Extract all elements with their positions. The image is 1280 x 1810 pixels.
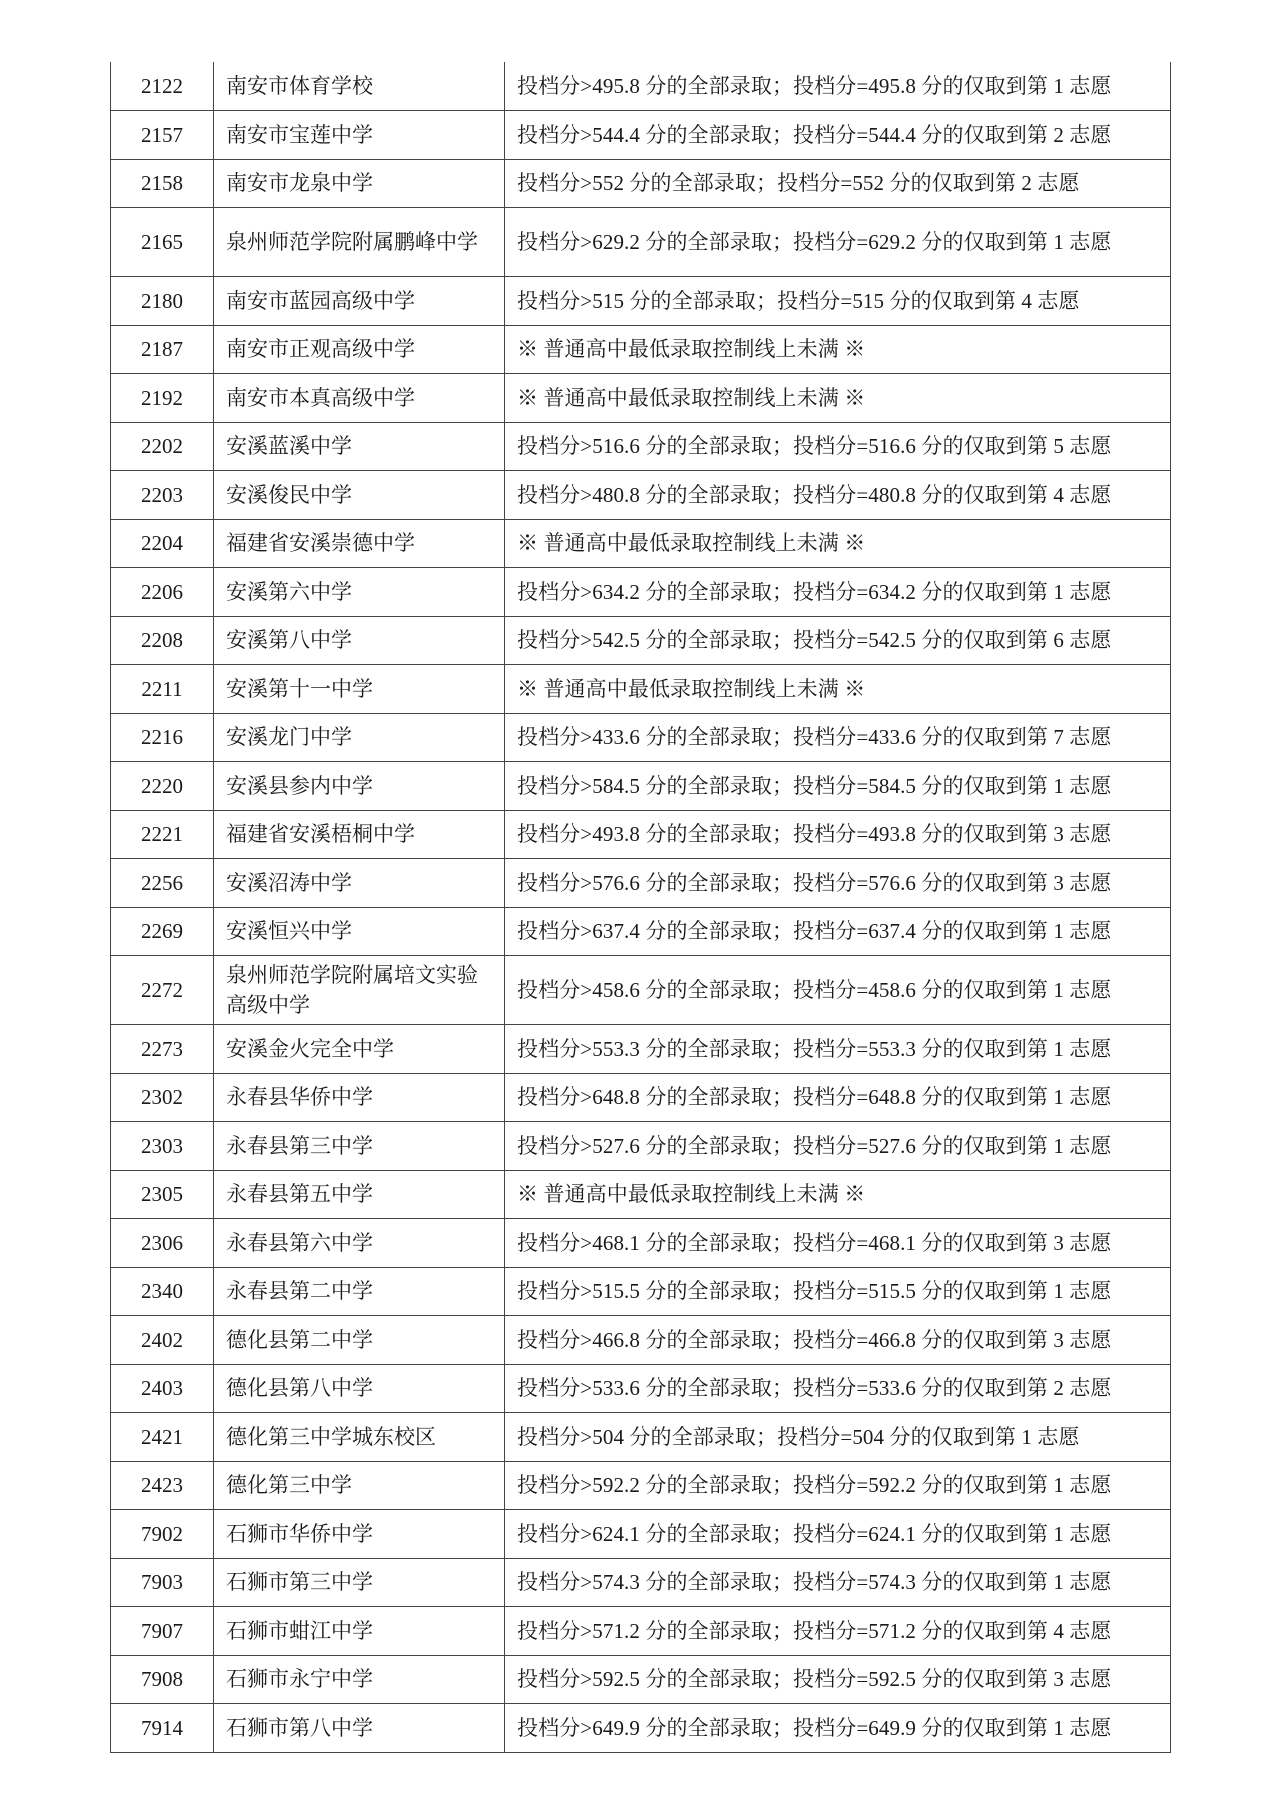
table-row — [111, 859, 1171, 908]
school-code-cell: 2302 — [111, 1073, 214, 1122]
table-row — [111, 325, 1171, 374]
school-name-cell: 南安市正观高级中学 — [214, 325, 505, 374]
school-name-cell: 南安市宝莲中学 — [214, 111, 505, 160]
table-row — [111, 1413, 1171, 1462]
table-row — [111, 1073, 1171, 1122]
admission-rule-cell: 投档分>649.9 分的全部录取；投档分=649.9 分的仅取到第 1 志愿 — [505, 1704, 1171, 1753]
school-code-cell: 2208 — [111, 616, 214, 665]
school-name-cell: 德化第三中学 — [214, 1461, 505, 1510]
table-row — [111, 1122, 1171, 1171]
school-code-cell: 2192 — [111, 374, 214, 423]
school-name-cell: 石狮市蚶江中学 — [214, 1607, 505, 1656]
school-name-cell: 南安市龙泉中学 — [214, 159, 505, 208]
admission-rule-cell: 投档分>629.2 分的全部录取；投档分=629.2 分的仅取到第 1 志愿 — [505, 208, 1171, 277]
school-code-cell: 2122 — [111, 62, 214, 111]
school-name-cell: 福建省安溪崇德中学 — [214, 519, 505, 568]
school-code-cell: 2216 — [111, 713, 214, 762]
table-row — [111, 568, 1171, 617]
school-name-cell: 安溪第六中学 — [214, 568, 505, 617]
school-code-cell: 2202 — [111, 422, 214, 471]
school-name-cell: 南安市蓝园高级中学 — [214, 277, 505, 326]
admission-rule-cell: 投档分>466.8 分的全部录取；投档分=466.8 分的仅取到第 3 志愿 — [505, 1316, 1171, 1365]
school-name-cell: 德化第三中学城东校区 — [214, 1413, 505, 1462]
school-code-cell: 2269 — [111, 907, 214, 956]
admission-rule-cell: 投档分>515 分的全部录取；投档分=515 分的仅取到第 4 志愿 — [505, 277, 1171, 326]
table-row — [111, 111, 1171, 160]
school-name-cell: 安溪沼涛中学 — [214, 859, 505, 908]
admission-rule-cell: 投档分>552 分的全部录取；投档分=552 分的仅取到第 2 志愿 — [505, 159, 1171, 208]
admission-rule-cell: 投档分>468.1 分的全部录取；投档分=468.1 分的仅取到第 3 志愿 — [505, 1219, 1171, 1268]
table-row — [111, 1510, 1171, 1559]
school-code-cell: 2306 — [111, 1219, 214, 1268]
school-code-cell: 2421 — [111, 1413, 214, 1462]
school-name-cell: 安溪龙门中学 — [214, 713, 505, 762]
school-name-cell: 永春县第六中学 — [214, 1219, 505, 1268]
school-code-cell: 2272 — [111, 956, 214, 1025]
table-row — [111, 616, 1171, 665]
table-row — [111, 1655, 1171, 1704]
admission-rule-cell: ※ 普通高中最低录取控制线上未满 ※ — [505, 519, 1171, 568]
table-row — [111, 713, 1171, 762]
school-name-cell: 南安市本真高级中学 — [214, 374, 505, 423]
admission-rule-cell: 投档分>516.6 分的全部录取；投档分=516.6 分的仅取到第 5 志愿 — [505, 422, 1171, 471]
table-row — [111, 62, 1171, 111]
school-code-cell: 2158 — [111, 159, 214, 208]
table-row — [111, 277, 1171, 326]
school-name-cell: 安溪第十一中学 — [214, 665, 505, 714]
admission-rule-cell: 投档分>458.6 分的全部录取；投档分=458.6 分的仅取到第 1 志愿 — [505, 956, 1171, 1025]
admission-rule-cell: 投档分>504 分的全部录取；投档分=504 分的仅取到第 1 志愿 — [505, 1413, 1171, 1462]
school-code-cell: 2423 — [111, 1461, 214, 1510]
admission-rule-cell: 投档分>634.2 分的全部录取；投档分=634.2 分的仅取到第 1 志愿 — [505, 568, 1171, 617]
table-row — [111, 422, 1171, 471]
admission-rule-cell: ※ 普通高中最低录取控制线上未满 ※ — [505, 1170, 1171, 1219]
admission-rule-cell: 投档分>648.8 分的全部录取；投档分=648.8 分的仅取到第 1 志愿 — [505, 1073, 1171, 1122]
admission-rule-cell: 投档分>495.8 分的全部录取；投档分=495.8 分的仅取到第 1 志愿 — [505, 62, 1171, 111]
school-code-cell: 2211 — [111, 665, 214, 714]
school-code-cell: 2180 — [111, 277, 214, 326]
school-code-cell: 2402 — [111, 1316, 214, 1365]
table-row — [111, 1267, 1171, 1316]
table-row — [111, 1316, 1171, 1365]
school-name-cell: 石狮市第三中学 — [214, 1558, 505, 1607]
table-body — [111, 62, 1171, 1752]
school-code-cell: 7908 — [111, 1655, 214, 1704]
table-row — [111, 471, 1171, 520]
school-code-cell: 2305 — [111, 1170, 214, 1219]
school-name-cell: 泉州师范学院附属鹏峰中学 — [214, 208, 505, 277]
admission-rule-cell: 投档分>515.5 分的全部录取；投档分=515.5 分的仅取到第 1 志愿 — [505, 1267, 1171, 1316]
admission-rule-cell: 投档分>584.5 分的全部录取；投档分=584.5 分的仅取到第 1 志愿 — [505, 762, 1171, 811]
admission-rule-cell: 投档分>637.4 分的全部录取；投档分=637.4 分的仅取到第 1 志愿 — [505, 907, 1171, 956]
school-code-cell: 2220 — [111, 762, 214, 811]
admission-rule-cell: 投档分>574.3 分的全部录取；投档分=574.3 分的仅取到第 1 志愿 — [505, 1558, 1171, 1607]
admission-rule-cell: 投档分>592.2 分的全部录取；投档分=592.2 分的仅取到第 1 志愿 — [505, 1461, 1171, 1510]
school-name-cell: 石狮市第八中学 — [214, 1704, 505, 1753]
school-code-cell: 7903 — [111, 1558, 214, 1607]
admission-rule-cell: 投档分>533.6 分的全部录取；投档分=533.6 分的仅取到第 2 志愿 — [505, 1364, 1171, 1413]
school-code-cell: 2206 — [111, 568, 214, 617]
document-page — [110, 62, 1170, 1753]
school-code-cell: 7907 — [111, 1607, 214, 1656]
admission-rule-cell: ※ 普通高中最低录取控制线上未满 ※ — [505, 665, 1171, 714]
admission-rule-cell: 投档分>592.5 分的全部录取；投档分=592.5 分的仅取到第 3 志愿 — [505, 1655, 1171, 1704]
school-code-cell: 2203 — [111, 471, 214, 520]
table-row — [111, 810, 1171, 859]
school-code-cell: 7902 — [111, 1510, 214, 1559]
admission-rule-cell: 投档分>480.8 分的全部录取；投档分=480.8 分的仅取到第 4 志愿 — [505, 471, 1171, 520]
table-row — [111, 1607, 1171, 1656]
school-name-cell: 永春县第三中学 — [214, 1122, 505, 1171]
table-row — [111, 1364, 1171, 1413]
school-name-cell: 福建省安溪梧桐中学 — [214, 810, 505, 859]
school-name-cell: 泉州师范学院附属培文实验高级中学 — [214, 956, 505, 1025]
school-code-cell: 7914 — [111, 1704, 214, 1753]
school-name-cell: 永春县华侨中学 — [214, 1073, 505, 1122]
school-name-cell: 永春县第五中学 — [214, 1170, 505, 1219]
school-code-cell: 2256 — [111, 859, 214, 908]
school-code-cell: 2221 — [111, 810, 214, 859]
school-name-cell: 安溪县参内中学 — [214, 762, 505, 811]
school-name-cell: 南安市体育学校 — [214, 62, 505, 111]
table-row — [111, 159, 1171, 208]
table-row — [111, 665, 1171, 714]
school-name-cell: 石狮市永宁中学 — [214, 1655, 505, 1704]
school-code-cell: 2165 — [111, 208, 214, 277]
school-name-cell: 安溪俊民中学 — [214, 471, 505, 520]
admission-rule-cell: ※ 普通高中最低录取控制线上未满 ※ — [505, 325, 1171, 374]
school-code-cell: 2157 — [111, 111, 214, 160]
table-row — [111, 1461, 1171, 1510]
admission-rule-cell: 投档分>624.1 分的全部录取；投档分=624.1 分的仅取到第 1 志愿 — [505, 1510, 1171, 1559]
admission-rule-cell: 投档分>433.6 分的全部录取；投档分=433.6 分的仅取到第 7 志愿 — [505, 713, 1171, 762]
admission-rule-cell: 投档分>553.3 分的全部录取；投档分=553.3 分的仅取到第 1 志愿 — [505, 1025, 1171, 1074]
school-code-cell: 2403 — [111, 1364, 214, 1413]
school-name-cell: 永春县第二中学 — [214, 1267, 505, 1316]
admission-rule-cell: 投档分>571.2 分的全部录取；投档分=571.2 分的仅取到第 4 志愿 — [505, 1607, 1171, 1656]
admission-cutoff-table — [110, 62, 1171, 1753]
table-row — [111, 762, 1171, 811]
school-name-cell: 德化县第二中学 — [214, 1316, 505, 1365]
school-code-cell: 2303 — [111, 1122, 214, 1171]
school-name-cell: 石狮市华侨中学 — [214, 1510, 505, 1559]
school-code-cell: 2340 — [111, 1267, 214, 1316]
table-row — [111, 1558, 1171, 1607]
school-code-cell: 2204 — [111, 519, 214, 568]
school-code-cell: 2187 — [111, 325, 214, 374]
admission-rule-cell: 投档分>544.4 分的全部录取；投档分=544.4 分的仅取到第 2 志愿 — [505, 111, 1171, 160]
table-row — [111, 374, 1171, 423]
school-code-cell: 2273 — [111, 1025, 214, 1074]
admission-rule-cell: 投档分>527.6 分的全部录取；投档分=527.6 分的仅取到第 1 志愿 — [505, 1122, 1171, 1171]
school-name-cell: 安溪蓝溪中学 — [214, 422, 505, 471]
admission-rule-cell: ※ 普通高中最低录取控制线上未满 ※ — [505, 374, 1171, 423]
table-row — [111, 1219, 1171, 1268]
admission-rule-cell: 投档分>542.5 分的全部录取；投档分=542.5 分的仅取到第 6 志愿 — [505, 616, 1171, 665]
school-name-cell: 德化县第八中学 — [214, 1364, 505, 1413]
table-row — [111, 1170, 1171, 1219]
admission-rule-cell: 投档分>493.8 分的全部录取；投档分=493.8 分的仅取到第 3 志愿 — [505, 810, 1171, 859]
table-row — [111, 208, 1171, 277]
table-row — [111, 1025, 1171, 1074]
school-name-cell: 安溪恒兴中学 — [214, 907, 505, 956]
table-row — [111, 1704, 1171, 1753]
table-row — [111, 956, 1171, 1025]
school-name-cell: 安溪金火完全中学 — [214, 1025, 505, 1074]
table-row — [111, 519, 1171, 568]
school-name-cell: 安溪第八中学 — [214, 616, 505, 665]
table-row — [111, 907, 1171, 956]
admission-rule-cell: 投档分>576.6 分的全部录取；投档分=576.6 分的仅取到第 3 志愿 — [505, 859, 1171, 908]
